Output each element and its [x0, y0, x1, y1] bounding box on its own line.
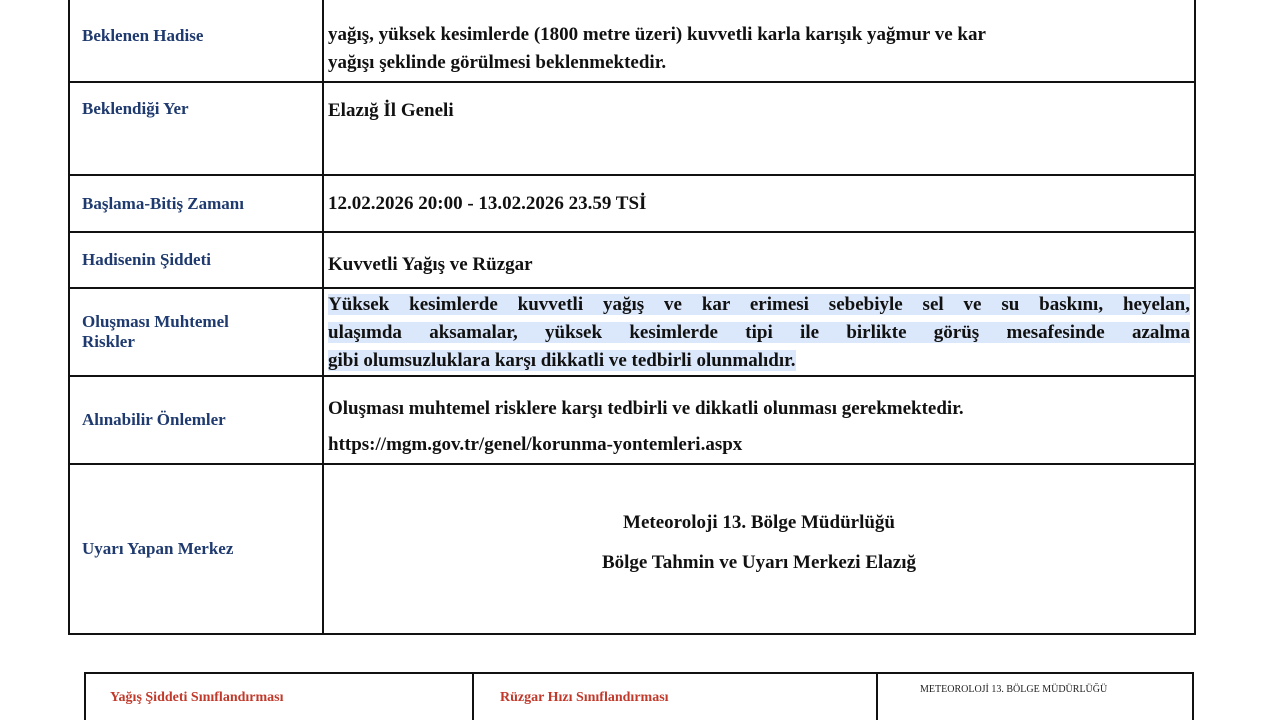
label-text: Beklendiği Yer — [82, 99, 189, 118]
value-text: Elazığ İl Geneli — [328, 100, 454, 121]
label-text: Alınabilir Önlemler — [82, 410, 226, 429]
label-text: Hadisenin Şiddeti — [82, 250, 211, 269]
precip-classification-cell — [86, 674, 474, 720]
text-line: Yüksek kesimlerde kuvvetli yağış ve kar erimesi sebebiyle sel ve su baskını, heyelan, — [328, 294, 1190, 315]
highlighted-text[interactable] — [328, 291, 1190, 375]
text-line: yağış, yüksek kesimlerde (1800 metre üzeri) kuvvetli karla karışık yağmur ve kar — [328, 24, 986, 45]
text-line: Meteoroloji 13. Bölge Müdürlüğü — [623, 512, 895, 533]
text-line: Oluşması muhtemel risklere karşı tedbirli ve dikkatli olunması gerekmektedir. — [328, 398, 964, 419]
label-precautions — [69, 376, 323, 464]
value-text: Kuvvetli Yağış ve Rüzgar — [328, 254, 533, 275]
label-center — [69, 464, 323, 634]
precip-classification-title: Yağış Şiddeti Sınıflandırması — [110, 690, 284, 705]
value-risks — [323, 288, 1195, 376]
value-severity — [323, 232, 1195, 288]
label-severity — [69, 232, 323, 288]
region-map-image — [1008, 704, 1148, 720]
value-time — [323, 175, 1195, 232]
label-text: Beklenen Hadise — [82, 25, 204, 45]
table-row-expected-event — [69, 0, 1195, 82]
precautions-link[interactable]: https://mgm.gov.tr/genel/korunma-yontemleri.aspx — [328, 434, 743, 455]
table-row-time — [69, 175, 1195, 232]
label-location — [69, 82, 323, 175]
value-text: 12.02.2026 20:00 - 13.02.2026 23.59 TSİ — [328, 193, 647, 214]
label-text: Uyarı Yapan Merkez — [82, 539, 234, 558]
text-line: yağışı şeklinde görülmesi beklenmektedir. — [328, 52, 667, 73]
table-row-precautions — [69, 376, 1195, 464]
value-center — [323, 464, 1195, 634]
table-row-risks — [69, 288, 1195, 376]
warning-table — [68, 0, 1196, 635]
text-line: gibi olumsuzluklara karşı dikkatli ve tedbirli olunmalıdır. — [328, 350, 796, 371]
classification-table — [84, 672, 1194, 720]
table-row-center — [69, 464, 1195, 634]
text-line: ulaşımda aksamalar, yüksek kesimlerde tipi ile birlikte görüş mesafesinde azalma — [328, 322, 1190, 343]
table-row-severity — [69, 232, 1195, 288]
label-text: Riskler — [82, 332, 135, 351]
mgm-map-cell — [878, 674, 1192, 720]
wind-classification-title: Rüzgar Hızı Sınıflandırması — [500, 690, 669, 705]
mgm-map-title: METEOROLOJİ 13. BÖLGE MÜDÜRLÜĞÜ — [920, 684, 1108, 695]
table-row-location — [69, 82, 1195, 175]
label-text: Başlama-Bitiş Zamanı — [82, 193, 244, 213]
text-line: Bölge Tahmin ve Uyarı Merkezi Elazığ — [601, 552, 916, 573]
label-text: Oluşması Muhtemel — [82, 312, 229, 331]
value-precautions — [323, 376, 1195, 464]
label-risks — [69, 288, 323, 376]
wind-classification-cell — [474, 674, 878, 720]
value-expected-event — [323, 0, 1195, 82]
label-expected-event — [69, 0, 323, 82]
label-time — [69, 175, 323, 232]
value-location — [323, 82, 1195, 175]
